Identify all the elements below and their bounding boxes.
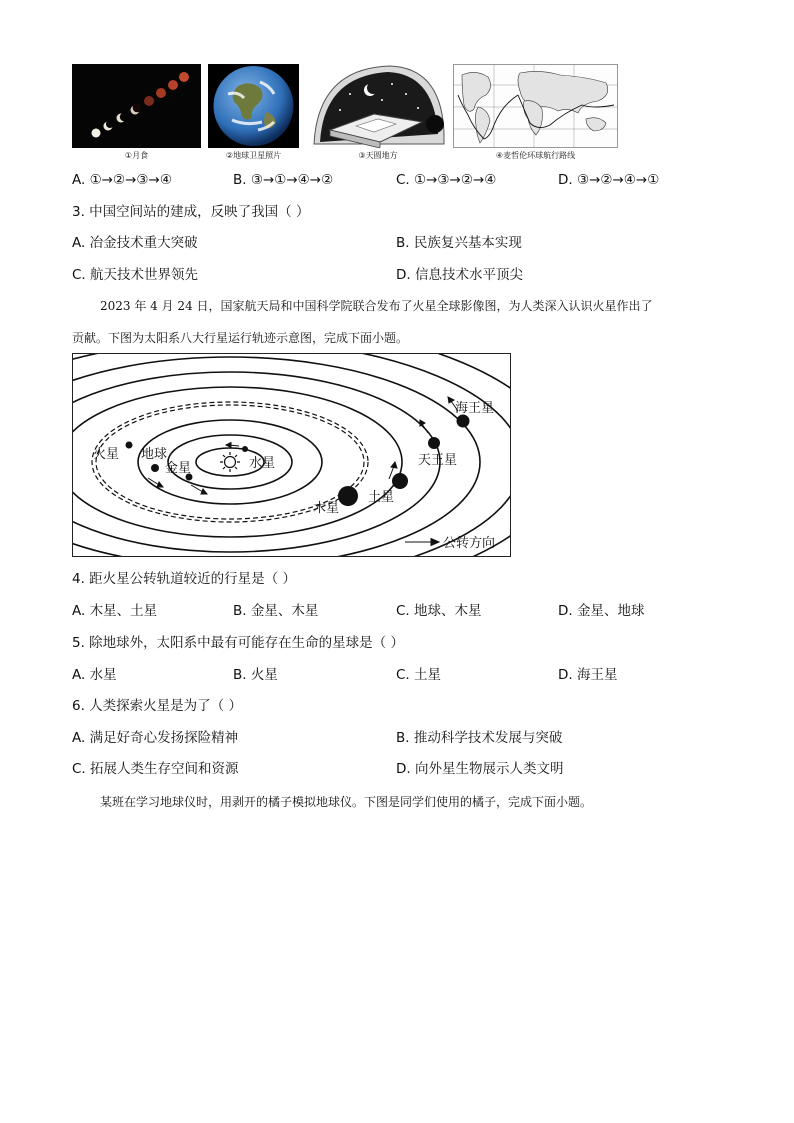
q3-option-b[interactable]: B. 民族复兴基本实现 [396, 235, 522, 251]
q3-option-c[interactable]: C. 航天技术世界领先 [72, 267, 199, 283]
jupiter-dot [338, 486, 358, 506]
passage-mars-intro-line1: 2023 年 4 月 24 日，国家航天局和中国科学院联合发布了火星全球影像图，为人类深入认识火星作出了 [100, 299, 653, 313]
q4-option-a[interactable]: A. 木星、土星 [72, 603, 158, 619]
q2-option-a[interactable]: A. ①→②→③→④ [72, 172, 172, 188]
q4-stem: 4. 距火星公转轨道较近的行星是（ ） [72, 571, 296, 587]
sky-dome-image [310, 64, 446, 148]
lunar-eclipse-image [72, 64, 201, 148]
q5-option-d[interactable]: D. 海王星 [558, 667, 618, 683]
label-mars: 火星 [93, 447, 120, 462]
caption-sky-earth: ③天圆地方 [358, 151, 398, 160]
label-uranus: 天王星 [418, 453, 458, 468]
label-mercury: 水星 [249, 456, 276, 471]
caption-earth-photo: ②地球卫星照片 [225, 151, 282, 160]
q2-option-b[interactable]: B. ③→①→④→② [233, 172, 334, 188]
q5-option-b[interactable]: B. 火星 [233, 667, 278, 683]
legend-revolution-direction: 公转方向 [443, 536, 496, 551]
mercury-dot [242, 446, 248, 452]
label-saturn: 土星 [368, 490, 395, 505]
saturn-dot [392, 473, 408, 489]
q3-option-a[interactable]: A. 冶金技术重大突破 [72, 235, 198, 251]
q5-stem: 5. 除地球外，太阳系中最有可能存在生命的星球是（ ） [72, 635, 404, 651]
earth-dot [151, 464, 159, 472]
q5-option-a[interactable]: A. 水星 [72, 667, 117, 683]
neptune-dot [457, 415, 470, 428]
solar-system-orbit-diagram [72, 353, 511, 557]
q6-option-b[interactable]: B. 推动科学技术发展与突破 [396, 730, 563, 746]
q2-option-d[interactable]: D. ③→②→④→① [558, 172, 660, 188]
passage-orange-globe: 某班在学习地球仪时，用剥开的橘子模拟地球仪。下图是同学们使用的橘子，完成下面小题。 [100, 795, 593, 809]
q3-option-d[interactable]: D. 信息技术水平顶尖 [396, 267, 523, 283]
q6-stem: 6. 人类探索火星是为了（ ） [72, 698, 242, 714]
passage-mars-intro-line2: 贡献。下图为太阳系八大行星运行轨迹示意图，完成下面小题。 [72, 331, 409, 345]
magellan-route-map [453, 64, 618, 148]
q5-option-c[interactable]: C. 土星 [396, 667, 442, 683]
sun-icon [220, 452, 240, 472]
q6-option-d[interactable]: D. 向外星生物展示人类文明 [396, 761, 564, 777]
uranus-dot [428, 437, 440, 449]
q4-option-d[interactable]: D. 金星、地球 [558, 603, 645, 619]
label-earth: 地球 [141, 447, 168, 462]
label-venus: 金星 [165, 461, 192, 476]
label-jupiter: 木星 [313, 501, 340, 516]
q4-option-c[interactable]: C. 地球、木星 [396, 603, 482, 619]
q4-option-b[interactable]: B. 金星、木星 [233, 603, 319, 619]
q3-stem: 3. 中国空间站的建成，反映了我国（ ） [72, 204, 310, 220]
q6-option-c[interactable]: C. 拓展人类生存空间和资源 [72, 761, 239, 777]
q2-option-c[interactable]: C. ①→③→②→④ [396, 172, 497, 188]
caption-magellan-route: ④麦哲伦环球航行路线 [495, 151, 576, 160]
q6-option-a[interactable]: A. 满足好奇心发扬探险精神 [72, 730, 239, 746]
earth-satellite-image [208, 64, 299, 148]
label-neptune: 海王星 [455, 401, 495, 416]
caption-lunar-eclipse: ①月食 [124, 151, 149, 160]
mars-dot [126, 442, 133, 449]
